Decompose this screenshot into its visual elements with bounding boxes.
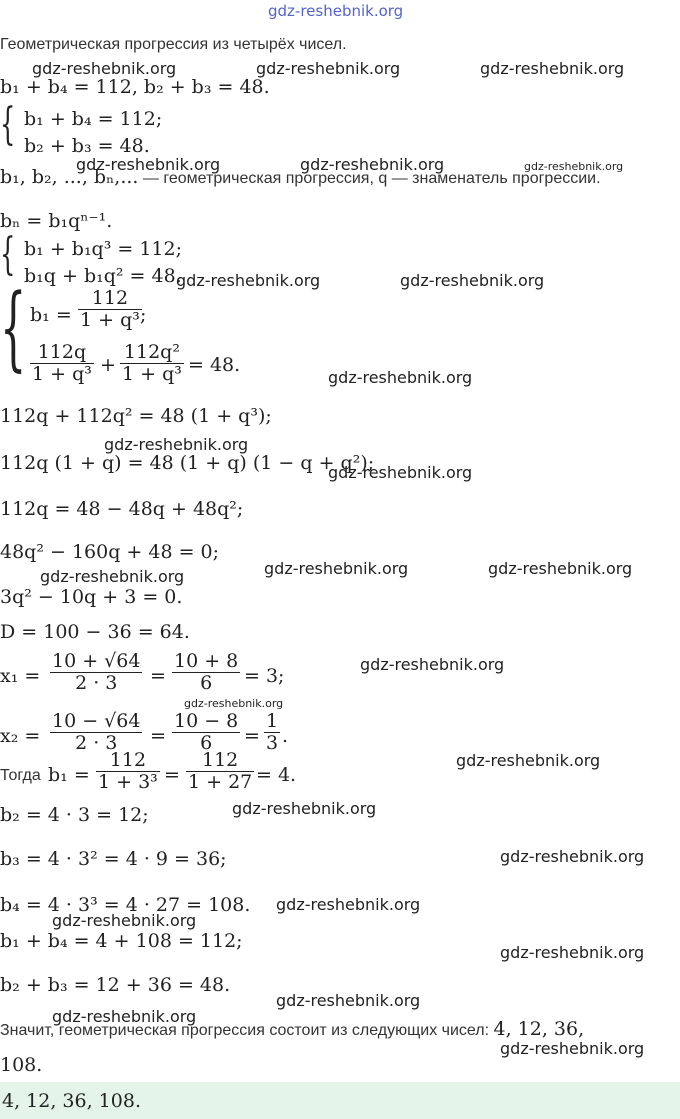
equals-sign: = xyxy=(150,725,166,747)
then-result: = 4. xyxy=(256,764,297,786)
x1-label: x₁ = xyxy=(0,665,41,687)
system3-b1: b₁ = xyxy=(30,304,72,326)
definition-text: — геометрическая прогрессия, q — знаменатель прогрессии. xyxy=(138,170,601,187)
watermark: gdz-reshebnik.org xyxy=(184,697,284,710)
watermark: gdz-reshebnik.org xyxy=(264,559,409,578)
then-b1: b₁ = xyxy=(48,764,90,786)
fraction: $\frac{\text{112q²}}{\text{1 + q³}}$ xyxy=(122,341,182,385)
watermark: gdz-reshebnik.org xyxy=(104,435,249,454)
nth-term-formula: bₙ = b₁qⁿ⁻¹. xyxy=(0,210,113,232)
step-line: 3q² − 10q + 3 = 0. xyxy=(0,586,183,608)
watermark: gdz-reshebnik.org xyxy=(456,751,601,770)
watermark: gdz-reshebnik.org xyxy=(52,1007,197,1026)
conclusion-text: Значит, геометрическая прогрессия состоит из следующих чисел: xyxy=(0,1022,494,1039)
system-brace: { xyxy=(0,99,16,150)
x1-result: = 3; xyxy=(244,665,285,687)
step-line: 112q + 112q² = 48 (1 + q³); xyxy=(0,405,272,427)
fraction: $\frac{1}{3}$ xyxy=(266,710,279,754)
system1-eq2: b₂ + b₃ = 48. xyxy=(24,135,150,157)
watermark: gdz-reshebnik.org xyxy=(176,271,321,290)
equals-sign: = xyxy=(150,665,166,687)
x2-label: x₂ = xyxy=(0,725,41,747)
watermark: gdz-reshebnik.org xyxy=(500,1039,645,1058)
equals-sign: = xyxy=(164,764,180,786)
fraction: $\frac{10 - 8}{6}$ xyxy=(174,710,239,754)
result-line: b₃ = 4 · 3² = 4 · 9 = 36; xyxy=(0,848,227,870)
watermark: gdz-reshebnik.org xyxy=(328,463,473,482)
fraction: $\frac{112q}{\text{1 + q³}}$ xyxy=(32,341,92,385)
watermark: gdz-reshebnik.org xyxy=(400,271,545,290)
result-line: b₂ = 4 · 3 = 12; xyxy=(0,804,149,826)
watermark: gdz-reshebnik.org xyxy=(500,943,645,962)
system2-eq1: b₁ + b₁q³ = 112; xyxy=(24,238,183,260)
system3-result: = 48. xyxy=(188,354,241,376)
site-header-link[interactable]: gdz-reshebnik.org xyxy=(268,2,404,20)
step-line: 112q = 48 − 48q + 48q²; xyxy=(0,498,244,520)
system-brace: { xyxy=(0,274,27,381)
conclusion-numbers: 4, 12, 36, xyxy=(493,1018,585,1040)
watermark: gdz-reshebnik.org xyxy=(256,59,401,78)
step-line: 48q² − 160q + 48 = 0; xyxy=(0,541,220,563)
fraction: $\frac{10 + √64}{2 \cdot 3}$ xyxy=(52,650,141,694)
watermark: gdz-reshebnik.org xyxy=(300,155,445,174)
fraction: $\frac{112}{1 + 27}$ xyxy=(188,749,253,793)
fraction: $\frac{10 + 8}{6}$ xyxy=(174,650,239,694)
watermark: gdz-reshebnik.org xyxy=(276,895,421,914)
step-line: 112q (1 + q) = 48 (1 + q) (1 − q + q²); xyxy=(0,452,375,474)
answer-box xyxy=(0,1082,680,1119)
watermark: gdz-reshebnik.org xyxy=(276,991,421,1010)
watermark: gdz-reshebnik.org xyxy=(76,155,221,174)
watermark: gdz-reshebnik.org xyxy=(52,911,197,930)
watermark: gdz-reshebnik.org xyxy=(40,567,185,586)
system3-semicolon: ; xyxy=(140,304,147,326)
fraction: $\frac{112}{\text{1 + q³}}$ xyxy=(80,287,140,331)
check-line: b₂ + b₃ = 12 + 36 = 48. xyxy=(0,974,231,996)
system-brace: { xyxy=(0,229,16,280)
watermark: gdz-reshebnik.org xyxy=(328,368,473,387)
x2-end: . xyxy=(282,725,289,747)
fraction: $\frac{10 - √64}{2 \cdot 3}$ xyxy=(52,710,141,754)
condition-line: b₁ + b₄ = 112, b₂ + b₃ = 48. xyxy=(0,76,270,98)
definition-expr: b₁, b₂, ..., bₙ,... xyxy=(0,166,139,188)
plus-sign: + xyxy=(100,354,116,376)
system2-eq2: b₁q + b₁q² = 48. xyxy=(24,265,182,287)
system1-eq1: b₁ + b₄ = 112; xyxy=(24,108,163,130)
watermark: gdz-reshebnik.org xyxy=(32,59,177,78)
result-line: b₄ = 4 · 3³ = 4 · 27 = 108. xyxy=(0,894,251,916)
fraction: $\frac{112}{\text{1 + 3³}}$ xyxy=(98,749,158,793)
watermark: gdz-reshebnik.org xyxy=(360,655,505,674)
answer-text: 4, 12, 36, 108. xyxy=(2,1090,141,1112)
watermark: gdz-reshebnik.org xyxy=(480,59,625,78)
watermark: gdz-reshebnik.org xyxy=(500,847,645,866)
watermark: gdz-reshebnik.org xyxy=(488,559,633,578)
watermark: gdz-reshebnik.org xyxy=(524,160,624,173)
equals-sign: = xyxy=(244,725,260,747)
conclusion-tail: 108. xyxy=(0,1054,43,1076)
discriminant-line: D = 100 − 36 = 64. xyxy=(0,621,190,643)
then-word: Тогда xyxy=(0,767,41,784)
intro-text: Геометрическая прогрессия из четырёх чисел. xyxy=(0,36,347,53)
watermark: gdz-reshebnik.org xyxy=(232,799,377,818)
check-line: b₁ + b₄ = 4 + 108 = 112; xyxy=(0,930,243,952)
